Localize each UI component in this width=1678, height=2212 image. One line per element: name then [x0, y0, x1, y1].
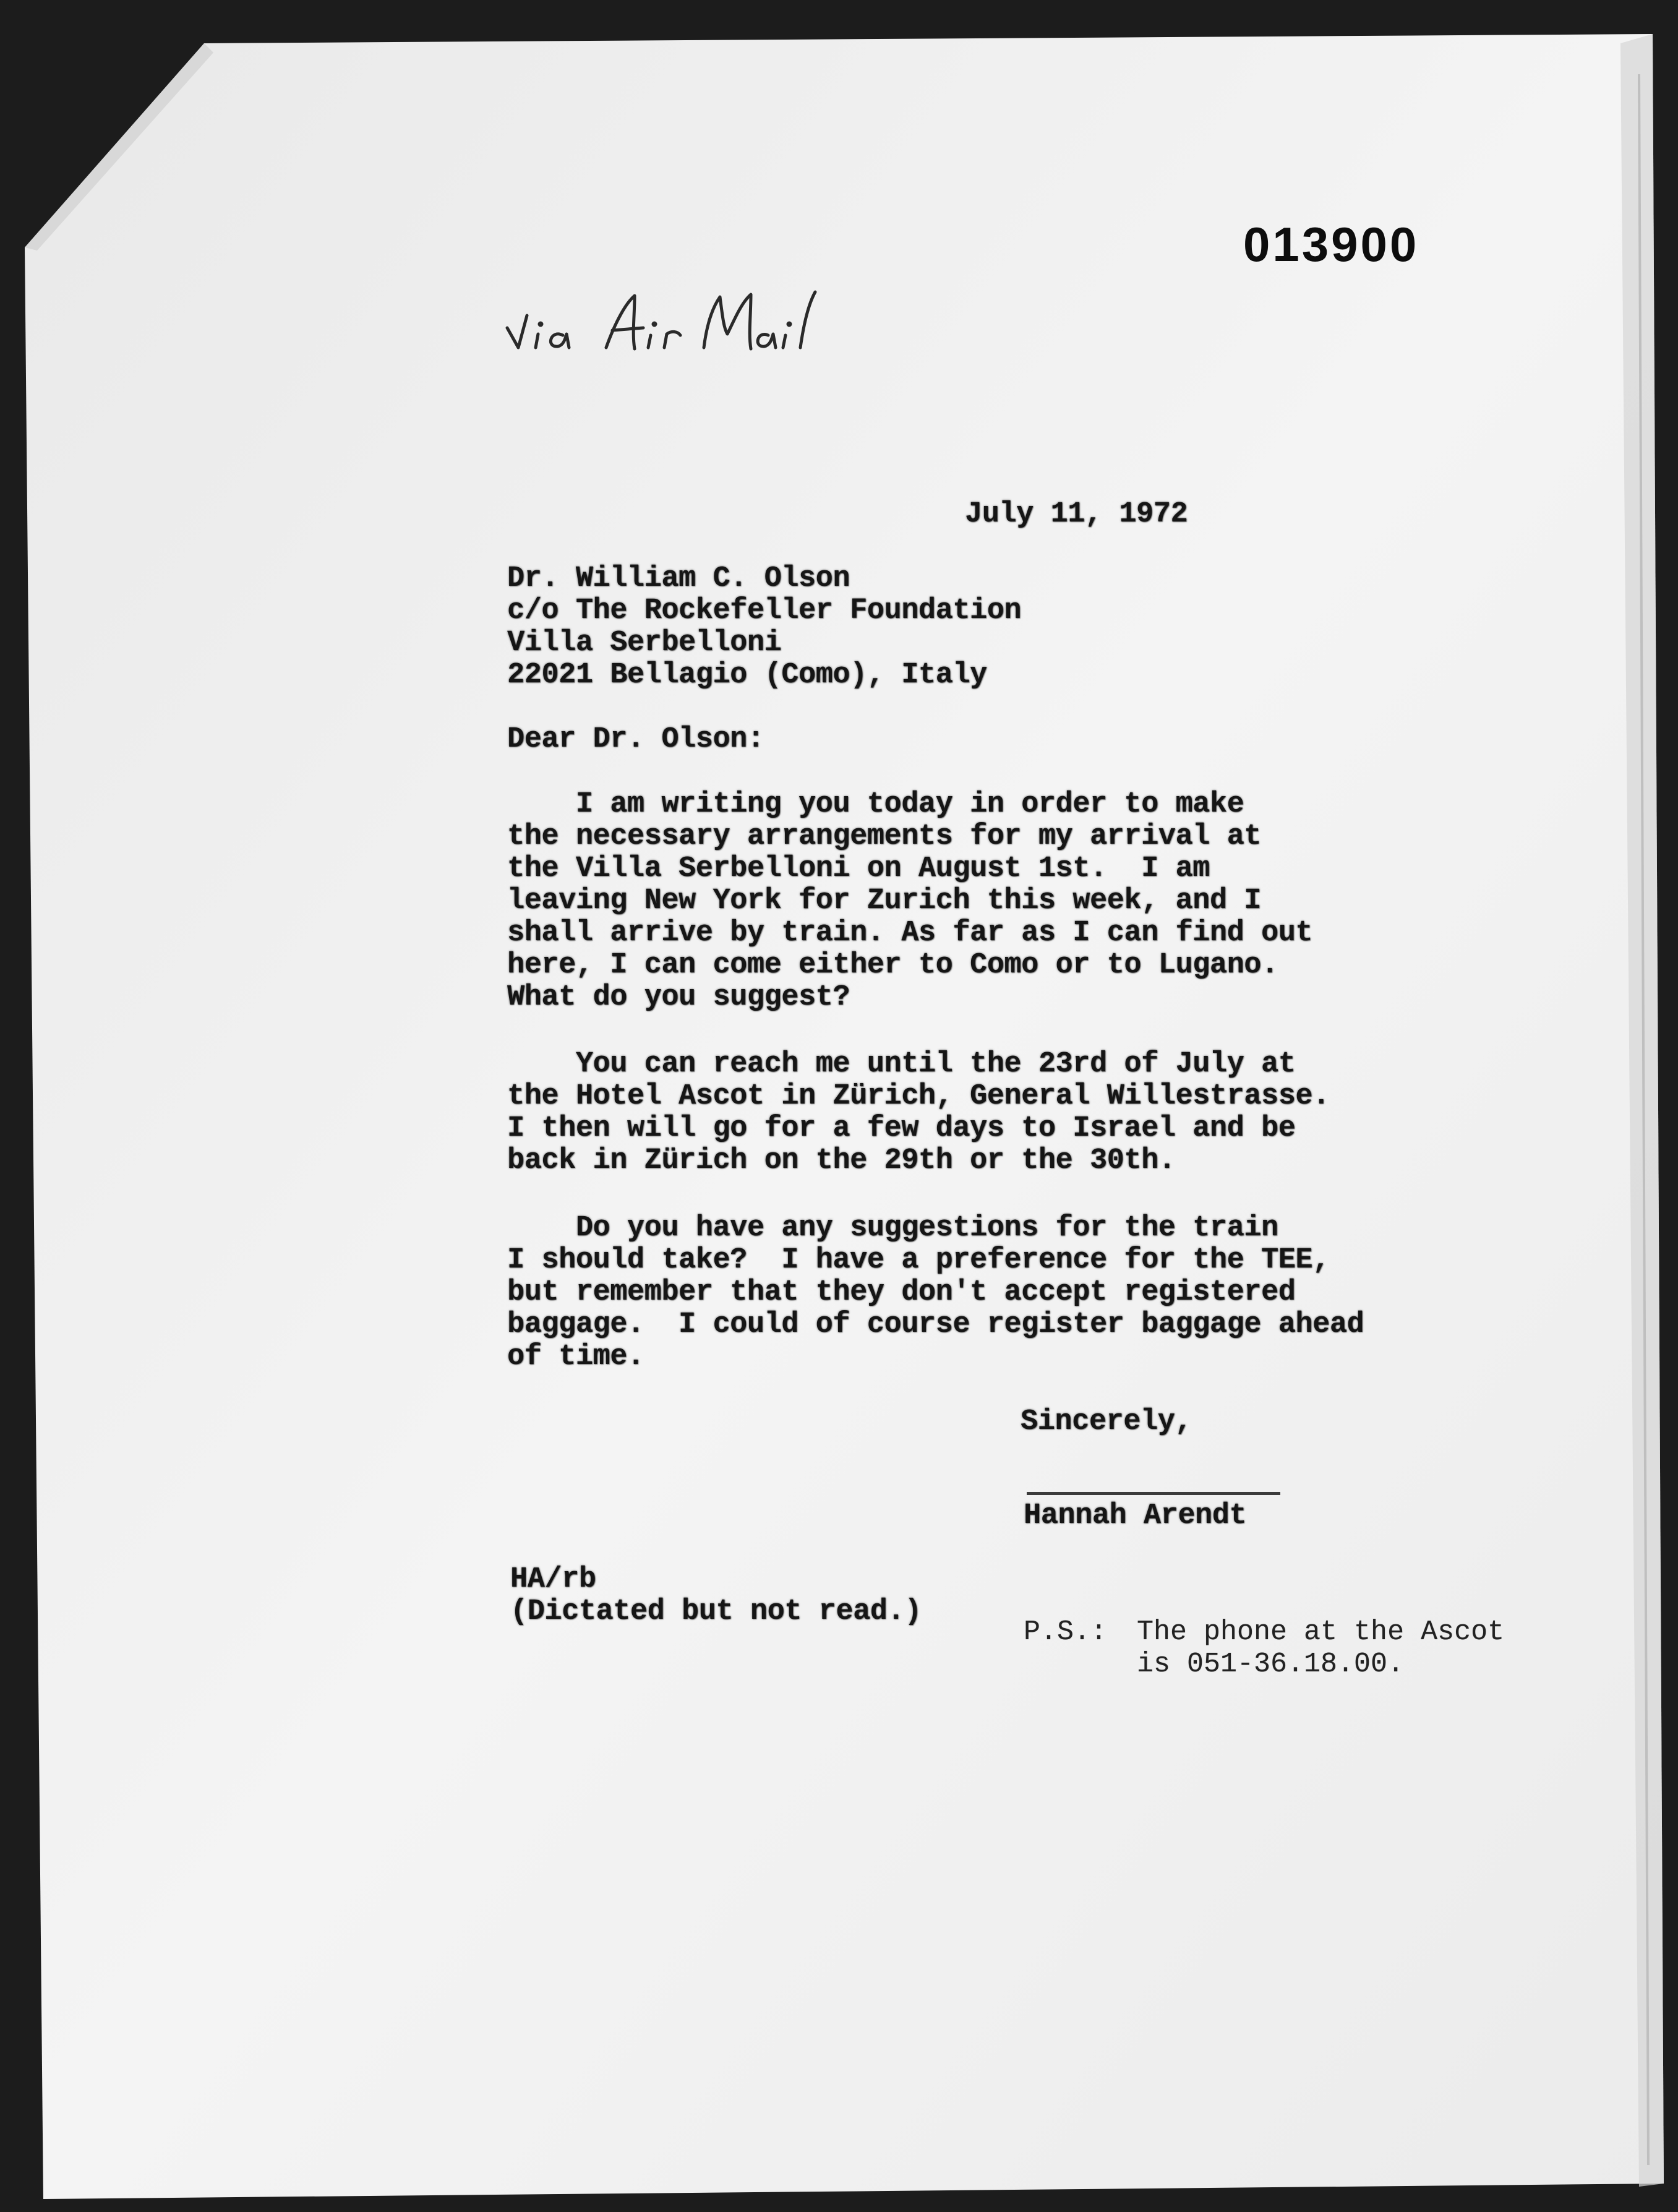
paragraph-line: I am writing you today in order to make	[507, 788, 1244, 821]
paragraph-2	[507, 1048, 1330, 1177]
recipient-name: Dr. William C. Olson	[507, 562, 850, 595]
signature-line	[1027, 1492, 1280, 1495]
paragraph-line: the Villa Serbelloni on August 1st. I am	[507, 852, 1210, 885]
paragraph-line: Do you have any suggestions for the train	[507, 1212, 1278, 1245]
document-number: 013900	[1243, 217, 1419, 272]
typist-initials: HA/rb	[510, 1563, 596, 1596]
paragraph-line: but remember that they don't accept registered	[507, 1276, 1296, 1309]
paragraph-line: the necessary arrangements for my arrival at	[507, 820, 1262, 853]
ps-line-1: The phone at the Ascot	[1137, 1616, 1505, 1648]
letter-date: July 11, 1972	[965, 498, 1188, 531]
closing: Sincerely,	[1021, 1405, 1192, 1438]
paragraph-line: here, I can come either to Como or to Lugano.	[507, 949, 1278, 982]
paragraph-line: back in Zürich on the 29th or the 30th.	[507, 1144, 1176, 1177]
signature-name: Hannah Arendt	[1024, 1499, 1247, 1532]
paragraph-line: shall arrive by train. As far as I can find out	[507, 917, 1313, 950]
paragraph-line: I then will go for a few days to Israel and be	[507, 1112, 1296, 1145]
ps-line-2: is 051-36.18.00.	[1137, 1648, 1405, 1680]
recipient-address	[507, 563, 1021, 692]
handwritten-note	[489, 278, 835, 380]
paragraph-1	[507, 789, 1312, 1014]
salutation: Dear Dr. Olson:	[507, 723, 764, 756]
paragraph-line: baggage. I could of course register baggage ahead	[507, 1308, 1364, 1341]
ps-label: P.S.:	[1024, 1616, 1108, 1648]
recipient-villa: Villa Serbelloni	[507, 627, 782, 659]
paragraph-line: I should take? I have a preference for the TEE,	[507, 1244, 1330, 1277]
recipient-care-of: c/o The Rockefeller Foundation	[507, 594, 1022, 627]
paragraph-line: the Hotel Ascot in Zürich, General Willestrasse.	[507, 1080, 1330, 1113]
handwritten-via-air-mail	[489, 278, 835, 377]
recipient-city: 22021 Bellagio (Como), Italy	[507, 659, 987, 692]
dictated-note: (Dictated but not read.)	[510, 1595, 922, 1628]
paragraph-line: You can reach me until the 23rd of July at	[507, 1048, 1296, 1081]
paragraph-line: of time.	[507, 1340, 644, 1373]
paragraph-line: What do you suggest?	[507, 981, 850, 1014]
paragraph-line: leaving New York for Zurich this week, and I	[507, 885, 1262, 917]
paragraph-3	[507, 1212, 1364, 1373]
